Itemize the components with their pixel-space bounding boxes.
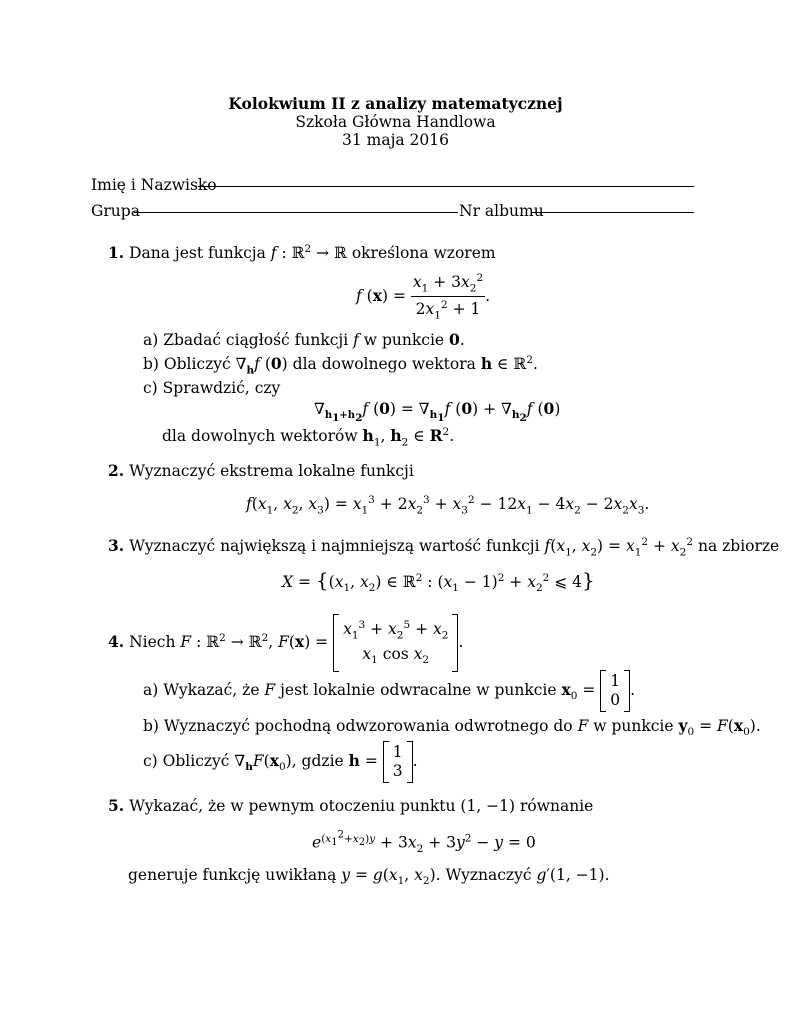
group-line[interactable] — [134, 212, 458, 213]
problem-3-formula: $X = \{(x_1$, $x_2$) ∈ ℝ$^2$ : $(x_1 - 1)^2 + x_2^2$ ⩽ 4} — [282, 568, 595, 595]
album-line[interactable] — [532, 212, 694, 213]
problem-4a: a) Wykazać, że F jest lokalnie odwracalne w punkcie $x_0$ = 1 0 . — [143, 670, 635, 712]
problem-1-formula: f (x) = $\frac{x_1 + 3x_2^2}{2x_1^2 + 1}$ . — [356, 272, 491, 322]
problem-4b: b) Wyznaczyć pochodną odwzorowania odwrotnego do F w punkcie $y_0 = F(x_0)$. — [143, 716, 761, 739]
problem-5-text: Wykazać, że w pewnym otoczeniu punktu (1, −1) równanie — [129, 797, 594, 815]
problem-1a: a) Zbadać ciągłość funkcji f w punkcie 0. — [143, 330, 465, 349]
problem-3-intro: 3. Wyznaczyć największą i najmniejszą wartość funkcji $f(x_1$, $x_2) = x_1^2 + x_2^2$ na zbiorze — [108, 536, 780, 559]
school-name: Szkoła Główna Handlowa — [295, 113, 496, 131]
exam-title: Kolokwium II z analizy matematycznej — [228, 94, 563, 113]
problem-4a-label: a) — [143, 681, 159, 699]
problem-2-number: 2. — [108, 461, 125, 480]
problem-2-intro — [108, 461, 414, 480]
problem-2-text: Wyznaczyć ekstrema lokalne funkcji — [129, 462, 414, 480]
problem-4c-vector: 1 3 — [383, 741, 413, 783]
problem-1c-formula: $\nabla_{h_1+h_2}f$ $(0) = \nabla_{h_1}f$ $(0) + \nabla_{h_2}f$ (0) — [314, 399, 561, 425]
problem-2-formula: $f(x_1$, $x_2$, $x_3) = x_1^3 + 2x_2^3 + x_3^2 - 12x_1 - 4x_2 - 2x_2x_3$. — [246, 494, 650, 517]
problem-1a-label: a) — [143, 331, 159, 349]
problem-5-intro — [108, 796, 593, 815]
exam-date: 31 maja 2016 — [341, 131, 449, 149]
problem-4-intro: 4. Niech F : ℝ$^2$ → ℝ$^2$, F(x) = $x_1^3 + x_2^5 + x_2$ $x_1$ $\cos x_2$ . — [108, 614, 463, 672]
problem-5-number: 5. — [108, 796, 125, 815]
problem-3-number: 3. — [108, 536, 125, 556]
problem-1-number: 1. — [108, 243, 125, 263]
problem-1c-after: dla dowolnych wektorów $h_1$, $h_2$ ∈ $R^2$. — [162, 426, 455, 449]
problem-4c-label: c) — [143, 752, 158, 770]
problem-4a-vector: 1 0 — [600, 670, 630, 712]
problem-4-number: 4. — [108, 632, 125, 652]
problem-5-after: generuje funkcję uwikłaną $y = g(x_1$, $x_2$). Wyznaczyć g′(1, −1). — [128, 866, 610, 888]
problem-1c: c) Sprawdzić, czy — [143, 379, 281, 397]
problem-1c-label: c) — [143, 379, 158, 397]
group-label: Grupa — [91, 202, 140, 220]
problem-4-matrix: $x_1^3 + x_2^5 + x_2$ $x_1$ $\cos x_2$ — [333, 614, 458, 672]
problem-5-formula: $e^{(x_1^2+x_2)y} + 3x_2 + 3y^2 - y = 0$ — [312, 829, 536, 855]
name-line[interactable] — [198, 186, 694, 187]
problem-1b: b) Obliczyć $\nabla_hf$ (0) dla dowolnego wektora h ∈ ℝ$^2$. — [143, 354, 538, 377]
problem-1-intro: 1. Dana jest funkcja f : ℝ$^2$ → ℝ określona wzorem — [108, 243, 496, 263]
name-label: Imię i Nazwisko — [91, 176, 217, 194]
problem-4c: c) Obliczyć $\nabla_hF(x_0)$, gdzie h = 1 3 . — [143, 741, 418, 783]
album-label: Nr albumu — [459, 202, 544, 220]
problem-4b-label: b) — [143, 717, 159, 735]
problem-1b-label: b) — [143, 355, 159, 374]
